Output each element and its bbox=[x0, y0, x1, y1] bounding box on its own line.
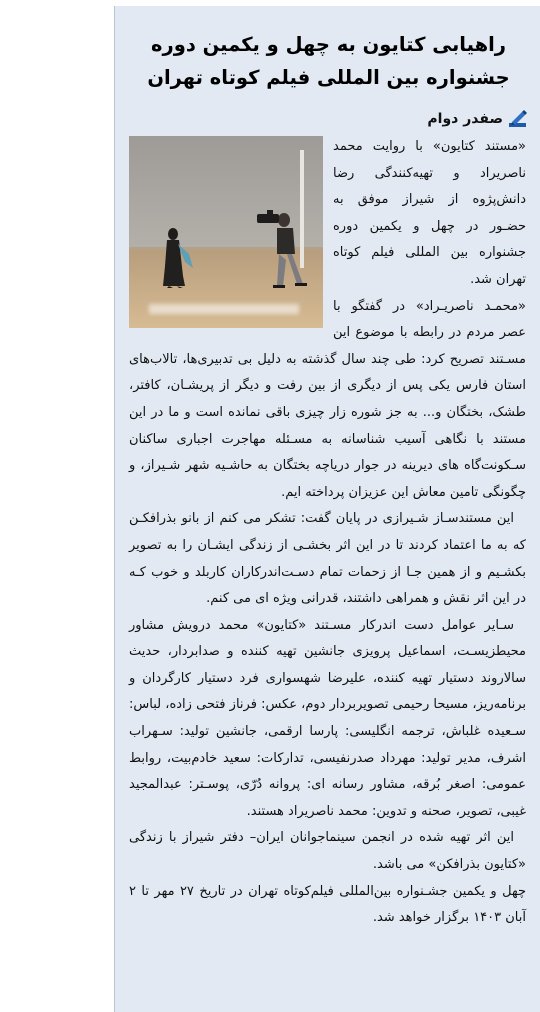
paragraph-5: این اثر تهیه شده در انجمن سینماجوانان ایران– دفتر شیراز با زندگی «کتایون بذرافکن» می باشد. bbox=[129, 830, 526, 873]
paragraph-3: این مستندسـاز شـیرازی در پایان گفت: تشکر می کنم از بانو بذرافکـن که به ما اعتماد کردند تا در این اثر بخشـی از زندگی ایشـان را به تصویر بکشـیم و از همین جـا از زحمات تمام دسـت‌اندرکاران کاربلد و خوب کـه در این اثر نقش و همراهی داشتند، قدرانی ویژه ای می کنم. bbox=[129, 511, 526, 607]
paragraph-1: «مستند کتایون» با روایت محمد ناصریراد و تهیه‌کنندگی رضا دانش‌پژوه از شیراز موفق به حضـور در چهل و یکمین دوره جشنواره بین المللی فیلم کوتاه تهران شد. bbox=[333, 139, 526, 287]
article-photo bbox=[129, 136, 323, 328]
paragraph-2: «محمـد ناصریـراد» در گفتگو با عصر مردم در رابطه با موضوع این مسـتند تصریح کرد: طی چند سال گذشته به دلیل بی تدبیری‌ها، تالاب‌های استان فارس یکی پس از دیگری از بین رفت و دیگر از پریشـان، کافتر، طشک، بختگان و... به جز شوره زار چیزی باقی نمانده است و ما در این مستند با نگاهی آسیب شناسانه به مسـئله مهاجرت اجباری ساکنان سـکونت‌گاه های دیرینه در جوار دریاچه بختگان به حاشـیه شهر شـیراز، و چگونگی تامین معاش این عزیزان پرداخته ایم. bbox=[129, 298, 526, 500]
paragraph-4: سـایر عوامل دست اندرکار مسـتند «کتایون» محمد درویش مشاور محیطزیسـت، اسماعیل پرویزی جانشین تهیه کننده و صدابردار، حدیث سالاروند دستیار تهیه کننده، علیرضا شهسواری فرد دستیار کارگردان و برنامه‌ریز، مسیحا رحیمی تصویربردار دوم، عکس: فرناز فتحی زاده، لباس: سـعیده غلباش، ترجمه انگلیسی: پارسا ارقمی، جانشین تولید: سـهراب اشرف، مدیر تولید: مهرداد صدرنفیسی، تدارکات: سعید خادم‌بیت، روابط عمومی: اصغر بُرقه، مشاور رسانه ای: پروانه دُرّی، پوسـتر: عبدالمجید غیبی، تصویر، صحنه و تدوین: محمد ناصریراد هستند. bbox=[129, 617, 526, 819]
byline bbox=[127, 108, 528, 130]
article-body bbox=[129, 134, 526, 932]
article-headline: راهیابی کتایون به چهل و یکمین دوره جشنواره بین المللی فیلم کوتاه تهران bbox=[147, 33, 510, 89]
byline-author: صفدر دوام bbox=[427, 111, 503, 127]
paragraph-6: چهل و یکمین جشـنواره بین‌المللی فیلم‌کوتاه تهران در تاریخ ۲۷ مهر تا ۲ آبان ۱۴۰۳ برگزار خواهد شد. bbox=[129, 883, 526, 926]
article-panel bbox=[114, 6, 540, 1012]
pen-icon bbox=[508, 110, 528, 128]
